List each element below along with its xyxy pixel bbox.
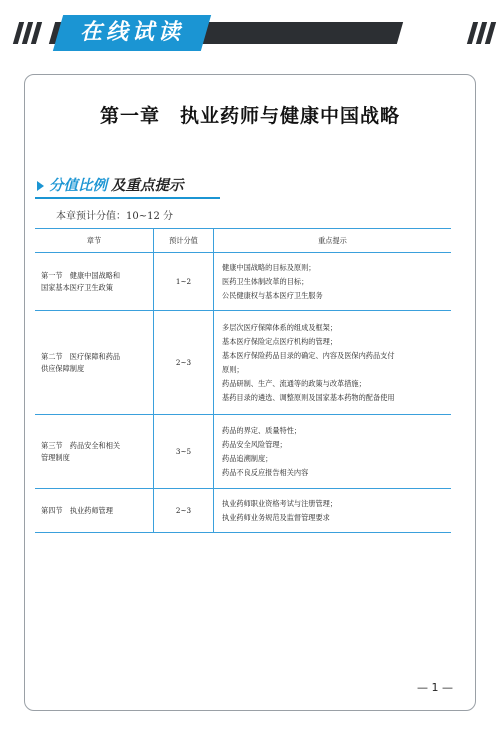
section-underline [35, 197, 220, 199]
key-point: 药品研制、生产、流通等的政策与改革措施； [222, 378, 366, 388]
section-heading-dark: 及重点提示 [111, 178, 184, 194]
section-heading-blue: 分值比例 [49, 178, 107, 194]
chapter-cell [35, 253, 154, 311]
key-point: 执业药师业务规范及监督管理要求 [222, 512, 330, 522]
chapter-line: 供应保障制度 [41, 363, 85, 373]
table-row [35, 415, 451, 489]
key-points-cell [214, 415, 452, 489]
estimated-score: 本章预计分值：10~12 分 [56, 211, 174, 222]
key-point: 基本医疗保险定点医疗机构的管理； [222, 336, 338, 346]
banner-title: 在线试读 [79, 20, 184, 45]
score-cell: 3~5 [154, 415, 214, 489]
table-row [35, 253, 451, 311]
header-key-points: 重点提示 [214, 229, 452, 253]
chapter-line: 国家基本医疗卫生政策 [41, 282, 113, 292]
key-point: 药品安全风险管理； [222, 439, 287, 449]
score-cell: 1~2 [154, 253, 214, 311]
page-card [24, 74, 476, 711]
chapter-line: 第一节 健康中国战略和 [41, 270, 121, 280]
section-heading-text [49, 175, 184, 197]
header-score: 预计分值 [154, 229, 214, 253]
chapter-line: 管理制度 [41, 452, 70, 462]
key-point: 药品的界定、质量特性； [222, 425, 302, 435]
score-table [35, 228, 451, 533]
key-point: 原则； [222, 364, 244, 374]
table-row [35, 489, 451, 533]
key-points-cell [214, 489, 452, 533]
triangle-arrow-icon [37, 181, 44, 191]
key-points-cell [214, 311, 452, 415]
chapter-title: 第一章 执业药师与健康中国战略 [99, 105, 400, 127]
key-point: 医药卫生体制改革的目标； [222, 276, 309, 286]
key-point: 药品追溯制度； [222, 453, 273, 463]
key-point: 药品不良反应报告相关内容 [222, 467, 309, 477]
key-point: 健康中国战略的目标及原则； [222, 262, 316, 272]
key-point: 公民健康权与基本医疗卫生服务 [222, 290, 323, 300]
key-point: 基药目录的遴选、调整原则及国家基本药物的配备使用 [222, 392, 395, 402]
chapter-cell [35, 311, 154, 415]
chapter-line: 第三节 药品安全和相关 [41, 440, 121, 450]
table-row [35, 311, 451, 415]
banner-title-block [53, 15, 211, 51]
score-cell: 2~3 [154, 489, 214, 533]
chapter-cell [35, 489, 154, 533]
score-cell: 2~3 [154, 311, 214, 415]
table-header-row [35, 229, 451, 253]
chapter-cell [35, 415, 154, 489]
page-number: — 1 — [417, 681, 453, 694]
key-point: 执业药师职业资格考试与注册管理； [222, 498, 338, 508]
chapter-line: 第二节 医疗保障和药品 [41, 351, 121, 361]
section-heading [35, 175, 265, 199]
header-chapter: 章节 [35, 229, 154, 253]
key-point: 基本医疗保险药品目录的确定、内容及医保内药品支付 [222, 350, 395, 360]
key-points-cell [214, 253, 452, 311]
key-point: 多层次医疗保障体系的组成及框架； [222, 322, 338, 332]
top-banner [0, 0, 500, 60]
chapter-line: 第四节 执业药师管理 [41, 505, 113, 515]
